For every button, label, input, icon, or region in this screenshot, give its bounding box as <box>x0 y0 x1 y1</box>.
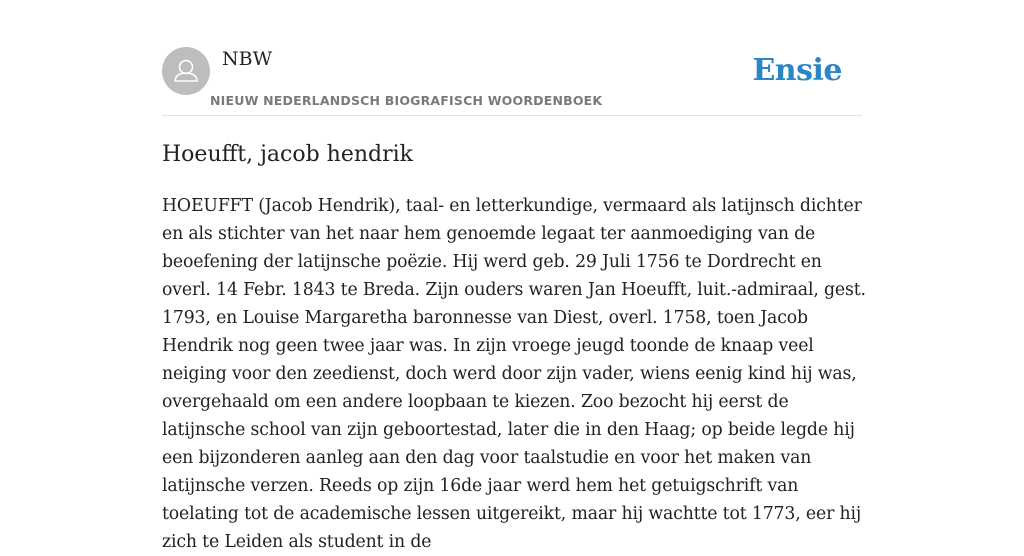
user-icon <box>162 47 210 95</box>
avatar <box>162 47 210 95</box>
article-body: HOEUFFT (Jacob Hendrik), taal- en letterkundige, vermaard als latijnsch dichter en als stichter van het naar hem genoemde legaat ter aanmoediging van de beoefening der latijnsche poëzie. Hij werd geb. 29 Juli 1756 te Dordrecht en overl. 14 Febr. 1843 te Breda. Zijn ouders waren Jan Hoeufft, luit.-admiraal, gest. 1793, en Louise Margaretha baronnesse van Diest, overl. 1758, toen Jacob Hendrik nog geen twee jaar was. In zijn vroege jeugd toonde de knaap veel neiging voor den zeedienst, doch werd door zijn vader, wiens eenig kind hij was, overgehaald om een andere loopbaan te kiezen. Zoo bezocht hij eerst de latijnsche school van zijn geboortestad, later die in den Haag; op beide legde hij een bijzonderen aanleg aan den dag voor taalstudie en voor het maken van latijnsche verzen. Reeds op zijn 16de jaar werd hem het getuigschrift van toelating tot de academische lessen uitgereikt, maar hij wachtte tot 1773, eer hij zich te Leiden als student in de <box>162 196 866 552</box>
article-title: Hoeufft, jacob hendrik <box>162 142 413 167</box>
source-name[interactable]: NBW <box>222 48 273 70</box>
source-subtitle: NIEUW NEDERLANDSCH BIOGRAFISCH WOORDENBOEK <box>210 93 603 108</box>
brand-logo-link[interactable]: Ensie <box>752 53 842 88</box>
source-header <box>162 47 862 116</box>
